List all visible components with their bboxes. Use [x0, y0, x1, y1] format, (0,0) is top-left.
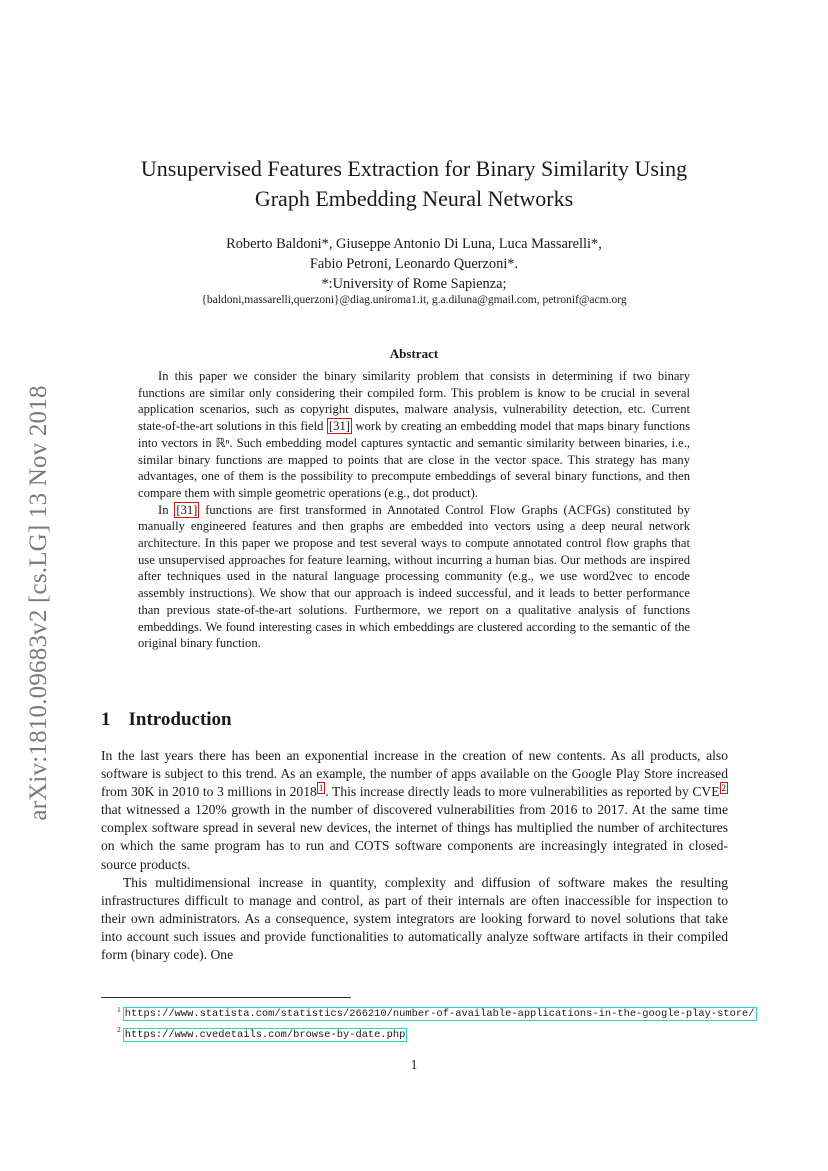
abstract-text: functions are first transformed in Annotated Control Flow Graphs (ACFGs) constituted by manually engineered features and then graphs are embedded into vectors using a deep neural network architecture. In this paper we propose and test several ways to compute annotated control flow graphs that use unsupervised approaches for feature learning, without incurring a human bias. Our methods are inspired after techniques used in the natural language processing community (e.g., we use word2vec to encode assembly instructions). We show that our approach is indeed successful, and it leads to better performance than previous state-of-the-art solutions. Furthermore, we report on a qualitative analysis of functions embeddings. We found interesting cases in which embeddings are clustered according to the semantic of the original binary function. — [138, 502, 690, 651]
abstract-text: In this paper we consider the binary similarity problem that consists in determining if two binary functions are similar only considering their compiled form. This problem is know to be crucial in several application scenarios, such as copyright disputes, malware analysis, vulnerability detection, etc. Current state-of-the-art solutions in this field — [138, 369, 690, 434]
introduction-body — [101, 747, 728, 964]
footnote-mark: 1 — [117, 1005, 121, 1014]
citation-link[interactable]: [31] — [328, 419, 350, 434]
author-emails: {baldoni,massarelli,querzoni}@diag.uniroma1.it, g.a.diluna@gmail.com, petronif@acm.org — [201, 294, 627, 306]
title-line-1: Unsupervised Features Extraction for Binary Similarity Using — [140, 156, 688, 181]
arxiv-sidebar — [16, 355, 62, 850]
footnote-url-link[interactable]: https://www.statista.com/statistics/266210/number-of-available-applications-in-the-google-play-store/ — [124, 1008, 755, 1021]
intro-paragraph-1 — [101, 747, 728, 874]
abstract-body — [138, 368, 690, 652]
intro-paragraph-2: This multidimensional increase in quantity, complexity and diffusion of software makes the resulting infrastructures difficult to manage and control, as part of their internals are often inaccessible for inspection to their own administrators. As a consequence, system integrators are looking forward to novel solutions that take into account such issues and provide functionalities to automatically analyze software artifacts in their compiled form (binary code). One — [101, 874, 728, 963]
abstract-text: work by creating an embedding model that maps binary functions into vectors in ℝⁿ. Such embedding model captures syntactic and semantic similarity between binaries, i.e., similar binary functions are mapped to points that are close in the vector space. This strategy has many advantages, one of them is the possibility to precompute embeddings of several binary functions, and then compare them with simple geometric operations (e.g., dot product). — [138, 419, 691, 500]
page-number: 1 — [410, 1057, 418, 1072]
authors-line-2: Fabio Petroni, Leonardo Querzoni*. — [309, 256, 519, 272]
arxiv-identifier: arXiv:1810.09683v2 [cs.LG] 13 Nov 2018 — [25, 384, 52, 821]
footnote-mark: 2 — [117, 1025, 121, 1035]
author-block — [100, 234, 728, 294]
section-heading — [101, 709, 232, 731]
paper-title — [100, 154, 728, 214]
title-line-2: Graph Embedding Neural Networks — [254, 186, 574, 211]
body-text: In the last years there has been an exponential increase in the creation of new contents. As all products, also software is subject to this trend. As an example, the number of apps available on the Google Play Store increased from 30K in 2010 to 3 millions in 2018 — [101, 748, 728, 800]
section-number: 1 — [101, 709, 111, 730]
footnote-url-link[interactable]: https://www.cvedetails.com/browse-by-date.php — [124, 1028, 406, 1041]
footnote-1 — [117, 1002, 807, 1022]
abstract-text: In — [158, 502, 169, 517]
footnote-link-1[interactable]: 1 — [318, 782, 324, 793]
authors-line-1: Roberto Baldoni*, Giuseppe Antonio Di Luna, Luca Massarelli*, — [226, 236, 602, 252]
body-text: . This increase directly leads to more vulnerabilities as reported by CVE — [325, 784, 720, 800]
abstract-paragraph-2 — [138, 502, 690, 652]
body-text: that witnessed a 120% growth in the number of discovered vulnerabilities from 2016 to 2017. At the same time complex software spread in several new devices, the internet of things has multiplied the number of architectures on which the same program has to run and COTS software components are increasingly integrated in closed-source products. — [101, 802, 728, 872]
footnote-rule — [101, 997, 351, 998]
abstract-paragraph-1 — [138, 368, 690, 502]
abstract-heading: Abstract — [389, 346, 439, 361]
footnote-link-2[interactable]: 2 — [721, 782, 727, 793]
citation-link[interactable]: [31] — [176, 502, 198, 517]
footnotes — [117, 1002, 807, 1043]
footnote-2 — [117, 1022, 807, 1042]
section-title: Introduction — [128, 709, 232, 730]
affiliation: *:University of Rome Sapienza; — [321, 276, 507, 292]
